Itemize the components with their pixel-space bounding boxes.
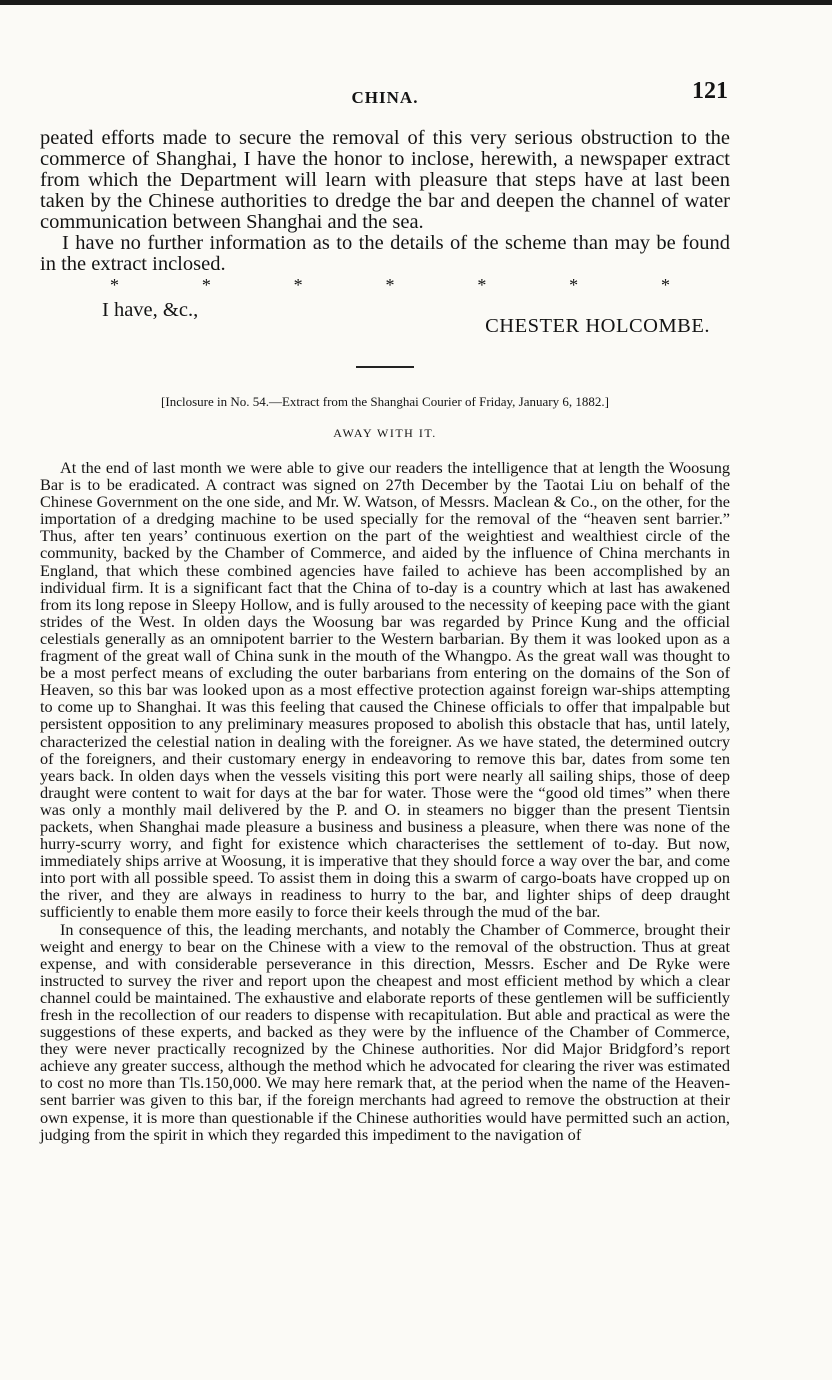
page-number: 121 <box>692 78 728 104</box>
star: * <box>477 275 487 295</box>
letter-closing <box>40 293 730 349</box>
divider-rule <box>356 366 414 368</box>
star: * <box>385 275 395 295</box>
letter-paragraph: I have no further information as to the details of the scheme than may be found in the extract inclosed. <box>40 232 730 275</box>
article-paragraph: In consequence of this, the leading merchants, and notably the Chamber of Commerce, brought their weight and energy to bear on the Chinese with a view to the removal of the obstruction. Thus at great expense, and with considerable perseverance in this direction, Messrs. Escher and De Ryke were instructed to survey the river and report upon the cheapest and most efficient method by which a clear channel could be maintained. The exhaustive and elaborate reports of these gentlemen will be sufficiently fresh in the recollection of our readers to dispense with recapitulation. But able and practical as were the suggestions of these experts, and backed as they were by the influence of the Chamber of Commerce, they were never practically recognized by the Chinese authorities. Nor did Major Bridgford’s report achieve any greater success, although the method which he advocated for clearing the river was estimated to cost no more than Tls.150,000. We may here remark that, at the period when the name of the Heaven-sent barrier was given to this bar, if the foreign merchants had agreed to remove the obstruction at their own expense, it is more than questionable if the Chinese authorities would have permitted such an action, judging from the spirit in which they regarded this impediment to the navigation of <box>40 919 730 1144</box>
ellipsis-stars <box>40 277 730 293</box>
document-page <box>40 78 730 1143</box>
top-border <box>0 0 832 5</box>
star: * <box>569 275 579 295</box>
star: * <box>293 275 303 295</box>
article-title: AWAY WITH IT. <box>333 426 437 440</box>
letter-body <box>40 128 730 275</box>
article-paragraph: At the end of last month we were able to give our readers the intelligence that at length the Woosung Bar is to be eradicated. A contract was signed on 27th December by the Taotai Liu on behalf of the Chinese Government on the one side, and Mr. W. Watson, of Messrs. Maclean & Co., on the other, for the importation of a dredging machine to be used specially for the removal of the “heaven sent barrier.” Thus, after ten years’ continuous exertion on the part of the weightiest and wealthiest circle of the community, backed by the Chamber of Commerce, and aided by the influence of China merchants in England, that which these combined agencies have failed to achieve has been accomplished by an individual firm. It is a significant fact that the China of to-day is a country which at last has awakened from its long repose in Sleepy Hollow, and is fully aroused to the necessity of keeping pace with the giant strides of the West. In olden days the Woosung bar was regarded by Prince Kung and the official celestials generally as an omnipotent barrier to the Western barbarian. By them it was looked upon as a fragment of the great wall of China sunk in the mouth of the Whangpo. As the great wall was thought to be a most perfect means of excluding the outer barbarians from entering on the domains of the Son of Heaven, so this bar was looked upon as a most effective protection against foreign war-ships attempting to come up to Shanghai. It was this feeling that caused the Chinese officials to offer that impalpable but persistent opposition to any preliminary measures proposed to abolish this obstacle that has, until lately, characterized the celestial nation in dealing with the foreigner. As we have stated, the determined outcry of the foreigners, and their customary energy in endeavoring to remove this bar, dates from some ten years back. In olden days when the vessels visiting this port were nearly all sailing ships, those of deep draught were content to wait for days at the bar for water. Those were the “good old times” when there was only a monthly mail delivered by the P. and O. in steamers no bigger than the present Tientsin packets, when Shanghai made pleasure a business and business a pleasure, when there was none of the hurry-scurry worry, and fight for existence which characterises the settlement of to-day. But now, immediately ships arrive at Woosung, it is imperative that they should force a way over the bar, and come into port with all possible speed. To assist them in doing this a swarm of cargo-boats have cropped up on the river, and they are always in readiness to hurry to the bar, and lighter ships of deep draught sufficiently to enable them more easily to force their keels through the mud of the bar. <box>40 458 730 922</box>
page-header <box>40 78 730 118</box>
star: * <box>660 275 670 295</box>
running-title: CHINA. <box>351 88 419 107</box>
star: * <box>110 275 119 295</box>
letter-paragraph: peated efforts made to secure the removal of this very serious obstruction to the commerce of Shanghai, I have the honor to inclose, herewith, a newspaper extract from which the Department will learn with pleasure that steps have at last been taken by the Chinese authorities to dredge the bar and deepen the channel of water communication between Shanghai and the sea. <box>40 127 730 233</box>
salutation: I have, &c., <box>102 299 199 321</box>
star: * <box>201 275 211 295</box>
article-body <box>40 459 730 1143</box>
inclosure-caption: [Inclosure in No. 54.—Extract from the Shanghai Courier of Friday, January 6, 1882.] <box>161 394 609 409</box>
signature: CHESTER HOLCOMBE. <box>485 315 710 337</box>
